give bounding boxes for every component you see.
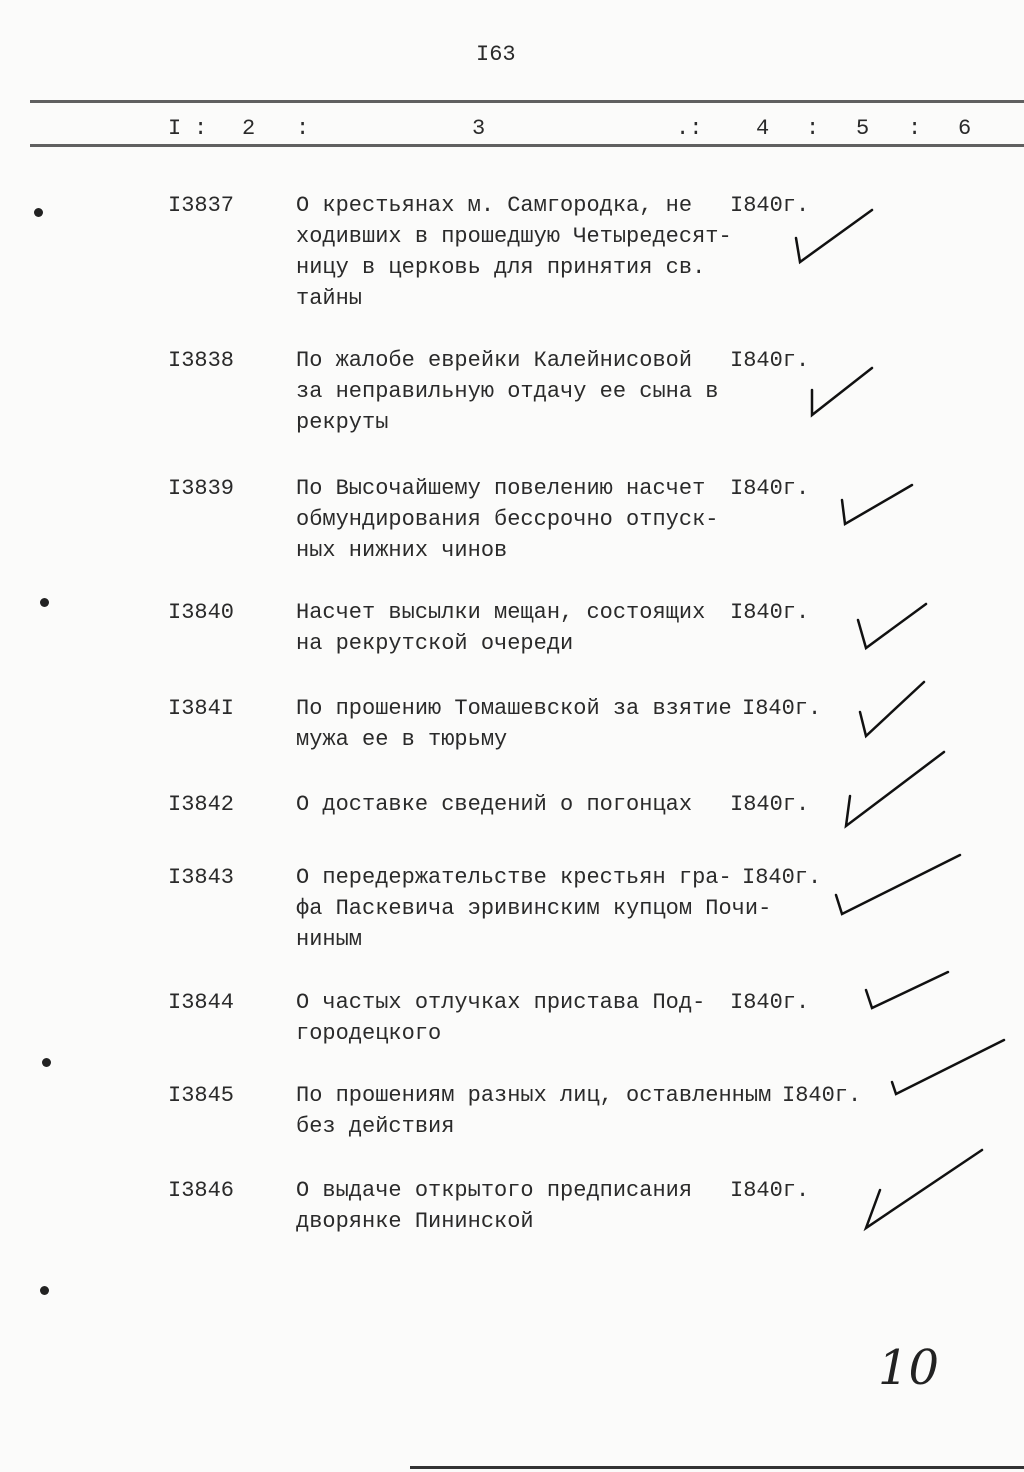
entry-year: I840г.	[742, 696, 822, 721]
description-line: По Высочайшему повелению насчет	[296, 476, 706, 501]
description-line: По прошениям разных лиц, оставленным	[296, 1083, 772, 1108]
header-sep: :	[908, 116, 922, 141]
checkmark-icon	[836, 855, 960, 914]
checkmark-icon	[892, 1040, 1004, 1094]
entry-number: I3838	[168, 348, 235, 373]
description-line: городецкого	[296, 1021, 442, 1046]
description-line: ных нижних чинов	[296, 538, 508, 563]
header-sep: :	[296, 116, 310, 141]
description-line: О доставке сведений о погонцах	[296, 792, 693, 817]
header-col: 2	[242, 116, 256, 141]
entry-number: I384I	[168, 696, 235, 721]
description-line: О крестьянах м. Самгородка, не	[296, 193, 693, 218]
header-col: 4	[756, 116, 770, 141]
description-line: рекруты	[296, 410, 389, 435]
entry-year: I840г.	[730, 600, 810, 625]
entry-number: I3846	[168, 1178, 235, 1203]
description-line: О выдаче открытого предписания	[296, 1178, 693, 1203]
description-line: По прошению Томашевской за взятие	[296, 696, 732, 721]
entry-number: I3837	[168, 193, 235, 218]
entry-number: I3845	[168, 1083, 235, 1108]
entry-number: I3844	[168, 990, 235, 1015]
punch-hole	[40, 598, 49, 607]
description-line: дворянке Пининской	[296, 1209, 534, 1234]
header-col: 6	[958, 116, 972, 141]
checkmark-icon	[842, 485, 912, 524]
handwritten-sheet-number: 10	[878, 1340, 940, 1396]
description-line: фа Паскевича эривинским купцом Почи-	[296, 896, 772, 921]
punch-hole	[34, 208, 43, 217]
header-col: 5	[856, 116, 870, 141]
description-line: на рекрутской очереди	[296, 631, 574, 656]
checkmark-icon	[866, 972, 948, 1008]
checkmark-icon	[812, 368, 872, 415]
page-number: I63	[476, 42, 516, 67]
punch-hole	[42, 1058, 51, 1067]
checkmark-icon	[858, 604, 926, 648]
checkmark-icon	[860, 682, 924, 736]
header-col: I	[168, 116, 182, 141]
entry-year: I840г.	[742, 865, 822, 890]
description-line: мужа ее в тюрьму	[296, 727, 508, 752]
description-line: Насчет высылки мещан, состоящих	[296, 600, 706, 625]
entry-number: I3840	[168, 600, 235, 625]
entry-number: I3843	[168, 865, 235, 890]
entry-number: I3842	[168, 792, 235, 817]
entry-year: I840г.	[730, 193, 810, 218]
description-line: О частых отлучках пристава Под-	[296, 990, 706, 1015]
header-sep: :	[806, 116, 820, 141]
header-sep: :	[194, 116, 208, 141]
description-line: ходивших в прошедшую Четыредесят-	[296, 224, 732, 249]
description-line: за неправильную отдачу ее сына в	[296, 379, 719, 404]
entry-number: I3839	[168, 476, 235, 501]
checkmark-icon	[796, 210, 872, 262]
entry-year: I840г.	[730, 990, 810, 1015]
entry-year: I840г.	[730, 348, 810, 373]
description-line: тайны	[296, 286, 363, 311]
header-col: 3	[472, 116, 486, 141]
bottom-edge-line	[410, 1466, 1024, 1469]
entry-year: I840г.	[730, 1178, 810, 1203]
punch-hole	[40, 1286, 49, 1295]
description-line: О передержательстве крестьян гра-	[296, 865, 732, 890]
description-line: ницу в церковь для принятия св.	[296, 255, 706, 280]
description-line: По жалобе еврейки Калейнисовой	[296, 348, 693, 373]
header-sep: .:	[676, 116, 703, 141]
entry-year: I840г.	[782, 1083, 862, 1108]
checkmark-icon	[846, 752, 944, 826]
entry-year: I840г.	[730, 476, 810, 501]
description-line: без действия	[296, 1114, 455, 1139]
checkmark-icon	[866, 1150, 982, 1228]
description-line: ниным	[296, 927, 363, 952]
description-line: обмундирования бессрочно отпуск-	[296, 507, 719, 532]
entry-year: I840г.	[730, 792, 810, 817]
